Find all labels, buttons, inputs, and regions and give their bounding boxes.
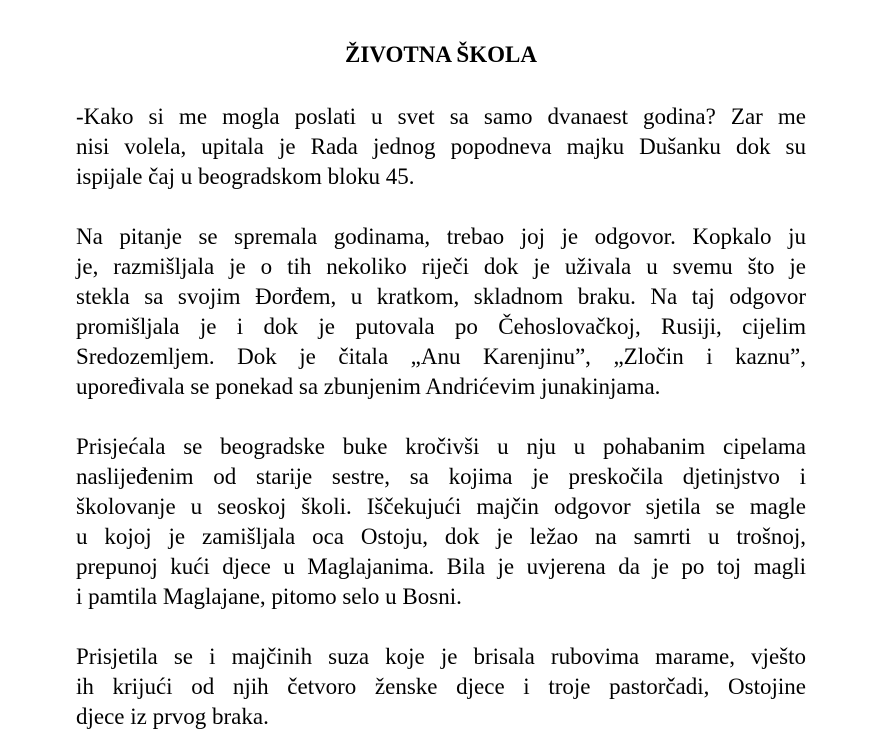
document-title: ŽIVOTNA ŠKOLA <box>345 42 537 67</box>
paragraph-3 <box>76 432 806 612</box>
paragraph-line: djece iz prvog braka. <box>76 704 269 729</box>
paragraph-line: stekla sa svojim Đorđem, u kratkom, skladnom braku. Na taj odgovor <box>76 284 806 309</box>
paragraph-line: Prisjećala se beogradske buke kročivši u nju u pohabanim cipelama <box>76 434 806 459</box>
paragraph-line: -Kako si me mogla poslati u svet sa samo dvanaest godina? Zar me <box>76 104 806 129</box>
paragraph-line: upoređivala se ponekad sa zbunjenim Andrićevim junakinjama. <box>76 374 661 399</box>
paragraph-line: Sredozemljem. Dok je čitala „Anu Karenjinu”, „Zločin i kaznu”, <box>76 344 806 369</box>
paragraph-2 <box>76 222 806 402</box>
paragraph-line: u kojoj je zamišljala oca Ostoju, dok je ležao na samrti u trošnoj, <box>76 524 806 549</box>
paragraph-1 <box>76 102 806 192</box>
paragraph-line: Na pitanje se spremala godinama, trebao joj je odgovor. Kopkalo ju <box>76 224 806 249</box>
paragraph-line: školovanje u seoskoj školi. Iščekujući majčin odgovor sjetila se magle <box>76 494 806 519</box>
paragraph-4 <box>76 642 806 732</box>
paragraph-line: i pamtila Maglajane, pitomo selo u Bosni. <box>76 584 462 609</box>
paragraph-line: promišljala je i dok je putovala po Čehoslovačkoj, Rusiji, cijelim <box>76 314 806 339</box>
paragraph-line: nisi volela, upitala je Rada jednog popodneva majku Dušanku dok su <box>76 134 806 159</box>
paragraph-line: ih krijući od njih četvoro ženske djece i troje pastorčadi, Ostojine <box>76 674 806 699</box>
paragraph-line: Prisjetila se i majčinih suza koje je brisala rubovima marame, vješto <box>76 644 806 669</box>
paragraph-line: naslijeđenim od starije sestre, sa kojima je preskočila djetinjstvo i <box>76 464 806 489</box>
paragraph-line: ispijale čaj u beogradskom bloku 45. <box>76 164 415 189</box>
document-page <box>76 0 806 732</box>
paragraph-line: prepunoj kući djece u Maglajanima. Bila je uvjerena da je po toj magli <box>76 554 806 579</box>
paragraph-line: je, razmišljala je o tih nekoliko riječi dok je uživala u svemu što je <box>76 254 806 279</box>
